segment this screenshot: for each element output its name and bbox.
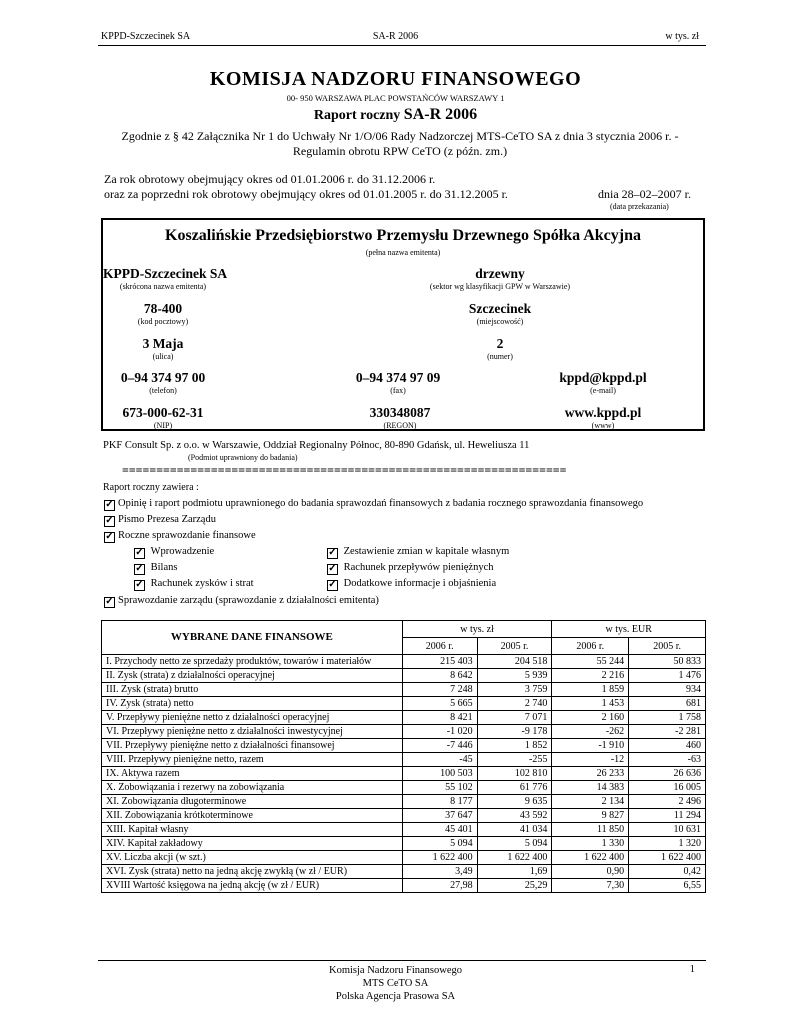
field-street: 3 Maja (ulica) [142,336,184,361]
row-value: 43 592 [477,809,552,823]
table-year: 2006 r. [402,638,477,655]
issuer-box [101,218,705,431]
legal-basis [110,129,690,159]
row-value: -262 [552,725,629,739]
table-row [102,711,706,725]
table-row [102,669,706,683]
row-label: VII. Przepływy pieniężne netto z działalności finansowej [102,739,403,753]
row-value: -7 446 [402,739,477,753]
row-value: 5 939 [477,669,552,683]
field-email: kppd@kppd.pl (e-mail) [559,370,647,395]
footer-rule [98,960,706,961]
row-value: 1 453 [552,697,629,711]
table-row [102,795,706,809]
row-value: -2 281 [629,725,706,739]
row-value: 9 635 [477,795,552,809]
row-label: XI. Zobowiązania długoterminowe [102,795,403,809]
period-current: Za rok obrotowy obejmujący okres od 01.01.2006 r. do 31.12.2006 r. [104,172,436,186]
contents-sub-left-2: ✓ Rachunek zysków i strat [135,578,254,590]
field-postal-code: 78-400 (kod pocztowy) [137,301,189,326]
financial-table [101,620,706,893]
table-title: WYBRANE DANE FINANSOWE [102,621,403,655]
row-value: 55 102 [402,781,477,795]
row-value: 460 [629,739,706,753]
checkbox-icon: ✓ [135,579,144,590]
header-unit: w tys. zł [665,31,699,42]
table-year: 2006 r. [552,638,629,655]
table-row [102,683,706,697]
report-title-code: SA-R 2006 [403,106,478,123]
row-value: 7,30 [552,879,629,893]
row-label: XV. Liczba akcji (w szt.) [102,851,403,865]
checkbox-icon: ✓ [328,563,337,574]
period-previous: oraz za poprzedni rok obrotowy obejmujący okres od 01.01.2005 r. do 31.12.2005 r. [104,187,508,201]
checkbox-icon: ✓ [328,579,337,590]
auditor-caption: (Podmiot uprawniony do badania) [188,453,298,462]
legal-basis-line2: Regulamin obrotu RPW CeTO (z późn. zm.) [292,144,508,158]
header-report-code: SA-R 2006 [372,31,419,42]
page-number: 1 [689,964,695,975]
field-sector: drzewny (sektor wg klasyfikacji GPW w Warszawie) [429,266,571,291]
regulator-address: 00- 950 WARSZAWA PLAC POWSTAŃCÓW WARSZAWY 1 [286,93,505,103]
table-row [102,781,706,795]
contents-intro: Raport roczny zawiera : [103,482,199,493]
row-value: 102 810 [477,767,552,781]
row-value: 9 827 [552,809,629,823]
table-row [102,753,706,767]
row-value: 1 859 [552,683,629,697]
row-value: 1 622 400 [477,851,552,865]
row-value: -1 910 [552,739,629,753]
row-value: 5 094 [477,837,552,851]
row-value: 14 383 [552,781,629,795]
checkbox-icon: ✓ [105,531,114,542]
field-city: Szczecinek (miejscowość) [468,301,532,326]
table-row [102,725,706,739]
checkbox-icon: ✓ [105,515,114,526]
field-short-name: KPPD-Szczecinek SA (skrócona nazwa emitenta) [103,266,228,291]
row-value: 215 403 [402,655,477,669]
row-value: 55 244 [552,655,629,669]
field-phone: 0–94 374 97 00 (telefon) [120,370,206,395]
issuer-full-name-caption: (pełna nazwa emitenta) [365,248,441,257]
contents-opinion: ✓ Opinię i raport podmiotu uprawnionego do badania sprawozdań finansowych z badania rocznego sprawozdania finansowego [105,498,644,510]
row-value: 8 642 [402,669,477,683]
row-value: 10 631 [629,823,706,837]
checkbox-icon: ✓ [105,596,114,607]
footer [0,964,791,1003]
table-row [102,865,706,879]
row-value: -255 [477,753,552,767]
field-nip: 673-000-62-31 (NIP) [122,405,204,430]
row-value: 27,98 [402,879,477,893]
row-value: 61 776 [477,781,552,795]
table-row [102,879,706,893]
row-value: -45 [402,753,477,767]
row-label: III. Zysk (strata) brutto [102,683,403,697]
row-label: XII. Zobowiązania krótkoterminowe [102,809,403,823]
contents-sub-right-0: ✓ Zestawienie zmian w kapitale własnym [328,546,510,558]
row-value: 7 248 [402,683,477,697]
row-value: 8 177 [402,795,477,809]
row-value: 1 622 400 [552,851,629,865]
row-label: XIV. Kapitał zakładowy [102,837,403,851]
footer-line1: Komisja Nadzoru Finansowego [329,965,462,976]
field-fax: 0–94 374 97 09 (fax) [355,370,441,395]
row-value: 45 401 [402,823,477,837]
row-value: 2 134 [552,795,629,809]
row-label: X. Zobowiązania i rezerwy na zobowiązania [102,781,403,795]
row-value: 5 665 [402,697,477,711]
row-label: IV. Zysk (strata) netto [102,697,403,711]
row-value: 1 622 400 [402,851,477,865]
contents-sub-right-1: ✓ Rachunek przepływów pieniężnych [328,562,494,574]
submission-date: dnia 28–02–2007 r. [598,187,691,201]
separator: ================================================================= [122,463,567,477]
row-value: -9 178 [477,725,552,739]
report-title [0,106,791,124]
row-value: 11 294 [629,809,706,823]
row-value: 3,49 [402,865,477,879]
row-value: 16 005 [629,781,706,795]
row-value: 2 740 [477,697,552,711]
contents-sub-left-1: ✓ Bilans [135,562,178,574]
table-row [102,809,706,823]
row-value: 1 330 [552,837,629,851]
field-regon: 330348087 (REGON) [369,405,431,430]
submission-date-caption: (data przekazania) [610,202,669,211]
contents-annual: ✓ Roczne sprawozdanie finansowe [105,530,256,542]
row-value: 1 852 [477,739,552,753]
header-issuer: KPPD-Szczecinek SA [101,31,191,42]
footer-line2: MTS CeTO SA [362,978,429,989]
checkbox-icon: ✓ [105,499,114,510]
row-value: 2 496 [629,795,706,809]
field-www: www.kppd.pl (www) [564,405,642,430]
row-label: IX. Aktywa razem [102,767,403,781]
checkbox-icon: ✓ [135,563,144,574]
contents-sub-left-0: ✓ Wprowadzenie [135,546,215,558]
row-value: 2 160 [552,711,629,725]
page-title: KOMISJA NADZORU FINANSOWEGO [209,68,582,90]
row-value: 41 034 [477,823,552,837]
row-value: 934 [629,683,706,697]
row-value: 100 503 [402,767,477,781]
auditor: PKF Consult Sp. z o.o. w Warszawie, Oddział Regionalny Północ, 80-890 Gdańsk, ul. Heweliusza 11 [103,440,530,451]
table-group-eur: w tys. EUR [552,621,706,638]
row-value: 1 758 [629,711,706,725]
row-value: 681 [629,697,706,711]
contents-letter: ✓ Pismo Prezesa Zarządu [105,514,216,526]
row-value: 3 759 [477,683,552,697]
row-value: 1 320 [629,837,706,851]
row-value: 1,69 [477,865,552,879]
checkbox-icon: ✓ [328,547,337,558]
row-value: -1 020 [402,725,477,739]
table-row [102,837,706,851]
table-group-pln: w tys. zł [402,621,552,638]
row-value: 1 476 [629,669,706,683]
row-label: I. Przychody netto ze sprzedaży produktów, towarów i materiałów [102,655,403,669]
row-value: -12 [552,753,629,767]
row-label: XVI. Zysk (strata) netto na jedną akcję zwykłą (w zł / EUR) [102,865,403,879]
row-value: 1 622 400 [629,851,706,865]
row-value: 50 833 [629,655,706,669]
report-title-prefix: Raport roczny [313,108,401,123]
footer-line3: Polska Agencja Prasowa SA [335,991,456,1002]
table-year: 2005 r. [477,638,552,655]
row-value: 8 421 [402,711,477,725]
row-value: 5 094 [402,837,477,851]
field-number: 2 (numer) [487,336,513,361]
row-value: 26 233 [552,767,629,781]
row-value: 2 216 [552,669,629,683]
row-value: 6,55 [629,879,706,893]
table-row [102,655,706,669]
row-value: 26 636 [629,767,706,781]
contents-mgmt: ✓ Sprawozdanie zarządu (sprawozdanie z działalności emitenta) [105,595,379,607]
row-label: XVIII Wartość księgowa na jedną akcję (w zł / EUR) [102,879,403,893]
legal-basis-line1: Zgodnie z § 42 Załącznika Nr 1 do Uchwały Nr 1/O/06 Rady Nadzorczej MTS-CeTO SA z dnia 3 stycznia 2006 r. - [121,129,679,143]
row-label: II. Zysk (strata) z działalności operacyjnej [102,669,403,683]
issuer-full-name: Koszalińskie Przedsiębiorstwo Przemysłu Drzewnego Spółka Akcyjna [165,227,641,244]
row-value: 204 518 [477,655,552,669]
header-rule [98,45,706,46]
row-label: V. Przepływy pieniężne netto z działalności operacyjnej [102,711,403,725]
row-label: VI. Przepływy pieniężne netto z działalności inwestycyjnej [102,725,403,739]
row-value: -63 [629,753,706,767]
table-row [102,767,706,781]
table-row [102,697,706,711]
row-value: 25,29 [477,879,552,893]
row-value: 7 071 [477,711,552,725]
table-row [102,739,706,753]
row-label: VIII. Przepływy pieniężne netto, razem [102,753,403,767]
row-value: 11 850 [552,823,629,837]
row-value: 0,42 [629,865,706,879]
row-value: 37 647 [402,809,477,823]
table-row [102,851,706,865]
checkbox-icon: ✓ [135,547,144,558]
table-row [102,823,706,837]
table-year: 2005 r. [629,638,706,655]
row-value: 0,90 [552,865,629,879]
contents-sub-right-2: ✓ Dodatkowe informacje i objaśnienia [328,578,497,590]
row-label: XIII. Kapitał własny [102,823,403,837]
